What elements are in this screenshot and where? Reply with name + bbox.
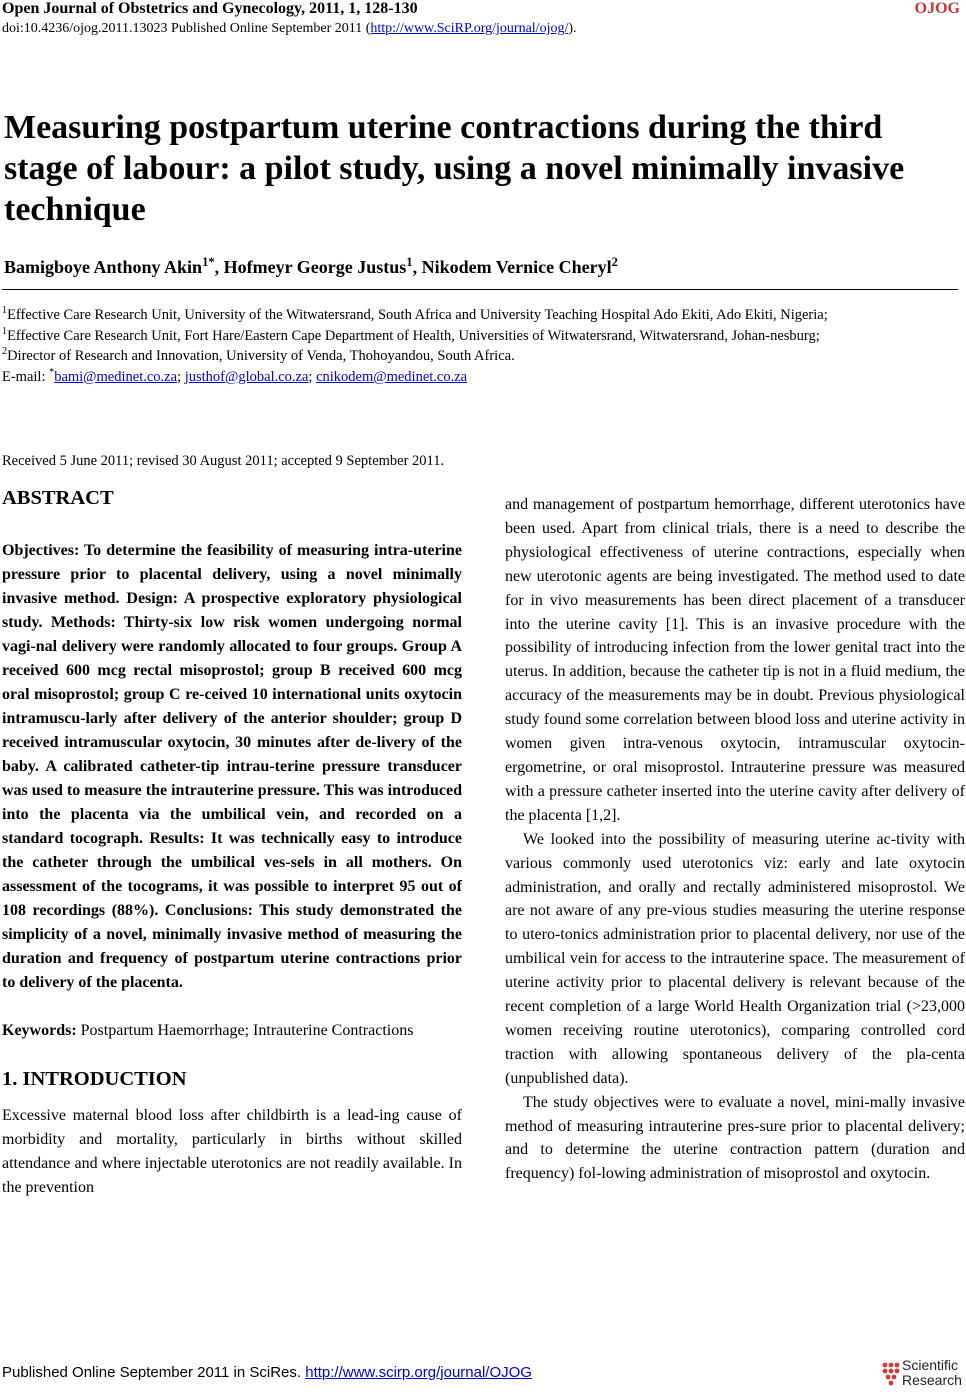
publisher-logo (880, 1356, 964, 1392)
paper-title: Measuring postpartum uterine contractions during the third stage of labour: a pilot study, using a novel minimally invasive technique (4, 109, 905, 228)
email-line: E-mail: *bami@medinet.co.za; justhof@global.co.za; cnikodem@medinet.co.za (2, 366, 468, 385)
title-divider (2, 289, 958, 290)
affiliation: $^1$Effective Care Research Unit, University of the Witwatersrand, South Africa and University Teaching Hospital Ado Ekiti, Ado Ekiti, Nigeria; (2, 305, 828, 323)
author-affil-mark: 1* (202, 255, 215, 269)
keywords-text: Postpartum Haemorrhage; Intrauterine Contractions (76, 1022, 414, 1039)
affiliations (2, 305, 964, 387)
footer-text: Published Online September 2011 in SciRes. (2, 1364, 306, 1381)
author-affil-mark: 1 (406, 255, 413, 269)
abstract-heading: ABSTRACT (2, 487, 114, 509)
footer (2, 1364, 532, 1382)
received-dates: Received 5 June 2011; revised 30 August 2011; accepted 9 September 2011. (2, 453, 445, 469)
left-column (2, 486, 462, 1200)
affiliation: $^2$Director of Research and Innovation, University of Venda, Thohoyandou, South Africa. (2, 346, 515, 364)
intro-paragraph: and management of postpartum hemorrhage, different uterotonics have been used. Apart from clinical trials, there is a need to describe the physiological effectiveness of uterine contractions, especially when new uterotonic agents are being investigated. The method used to date for in vivo measurements has been direct placement of a transducer into the uterine cavity [1]. This is an invasive procedure with the possibility of introducing infection from the lower genital tract into the uterus. In addition, because the catheter tip is not in a fluid medium, the accuracy of the measurements may be in doubt. Previous physiological study found some correlation between blood loss and uterine activity in women given intra-venous oxytocin, intramuscular oxytocin-ergometrine, or oral misoprostol. Intrauterine pressure was measured with a pressure catheter inserted into the uterine cavity after delivery of the placenta [1,2]. (505, 496, 965, 824)
author-name: Bamigboye Anthony Akin (4, 257, 203, 277)
email-link[interactable]: cnikodem@medinet.co.za (316, 368, 468, 385)
journal-link[interactable]: http://www.SciRP.org/journal/ojog/ (370, 21, 569, 36)
doi-line (2, 20, 577, 38)
keywords-label: Keywords: (2, 1022, 77, 1039)
footer-link[interactable]: http://www.scirp.org/journal/OJOG (305, 1364, 532, 1381)
intro-paragraph: Excessive maternal blood loss after childbirth is a lead-ing cause of morbidity and mortality, particularly in births without skilled attendance and where injectable uterotonics are not readily available. In the prevention (2, 1106, 462, 1196)
email-link[interactable]: bami@medinet.co.za (54, 368, 178, 385)
intro-paragraph: The study objectives were to evaluate a novel, mini-mally invasive method of measuring intrauterine pres-sure prior to placental delivery; and to determine the uterine contraction pattern (duration and frequency) fol-lowing administration of misoprostol and oxytocin. (505, 1093, 965, 1183)
affiliation: $^1$Effective Care Research Unit, Fort Hare/Eastern Cape Department of Health, Universities of Witwatersrand, Witwatersrand, Johan-nesburg; (2, 325, 820, 344)
journal-citation: Open Journal of Obstetrics and Gynecology, 2011, 1, 128-130 (2, 0, 418, 17)
publisher-logo-text: Scientific Research (902, 1357, 962, 1388)
doi-suffix: ). (568, 21, 577, 36)
email-link[interactable]: justhof@global.co.za (184, 368, 309, 385)
journal-abbreviation: OJOG (914, 0, 960, 17)
keywords (2, 1019, 462, 1043)
abstract-text: Objectives: To determine the feasibility of measuring intra-uterine pressure prior to placental delivery, using a novel minimally invasive method. Design: A prospective exploratory physiological study. Methods: Thirty-six low risk women undergoing normal vagi-nal delivery were randomly allocated to four groups. Group A received 600 mcg rectal misoprostol; group B received 600 mcg oral misoprostol; group C re-ceived 10 international units oxytocin intramuscu-larly after delivery of the anterior shoulder; group D received intramuscular oxytocin, 30 minutes after de-livery of the baby. A calibrated catheter-tip intrau-terine pressure transducer was used to measure the intrauterine pressure. This was introduced into the placenta via the umbilical vein, and recorded on a standard tocograph. Results: It was technically easy to introduce the catheter through the umbilical ves-sels in all mothers. On assessment of the tocograms, it was possible to interpret 95 out of 108 recordings (88%). Conclusions: This study demonstrated the simplicity of a novel, minimally invasive method of measuring the duration and frequency of postpartum uterine contractions prior to delivery of the placenta. (2, 542, 462, 991)
author-list: Bamigboye Anthony Akin$^{1*}$, Hofmeyr George Justus$^1$, Nikodem Vernice Cheryl$^2$ (4, 255, 618, 277)
doi-prefix: doi:10.4236/ojog.2011.13023 Published Online September 2011 ( (2, 21, 371, 36)
author-name: Nikodem Vernice Cheryl (421, 257, 612, 277)
intro-heading: 1. INTRODUCTION (2, 1067, 187, 1090)
right-column (505, 493, 965, 1186)
intro-paragraph: We looked into the possibility of measuring uterine ac-tivity with various commonly used uterotonics viz: early and late oxytocin administration, and orally and rectally administered misoprostol. We are not aware of any pre-vious studies measuring the uterine response to utero-tonics administration prior to placental delivery, nor use of the umbilical vein for access to the intrauterine space. The measurement of uterine activity prior to placental delivery is relevant because of the recent completion of a large World Health Organization trial (>23,000 women receiving routine uterotonics), comparing controlled cord traction with allowing spontaneous delivery of the pla-centa (unpublished data). (505, 830, 965, 1087)
publisher-logo-icon (880, 1360, 900, 1390)
author-affil-mark: 2 (611, 255, 618, 269)
author-name: Hofmeyr George Justus (223, 257, 407, 277)
